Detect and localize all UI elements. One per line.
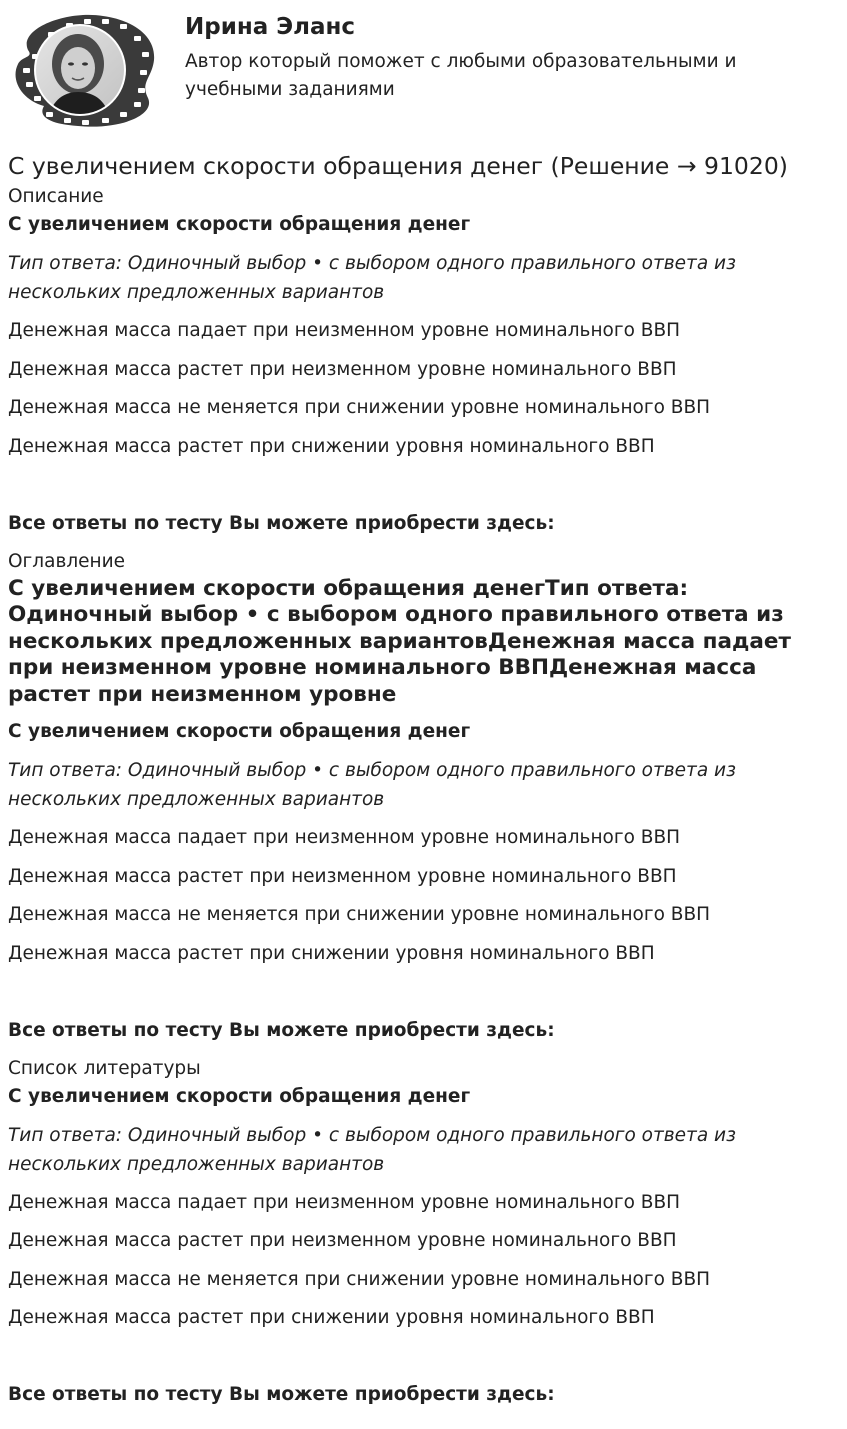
page-title: С увеличением скорости обращения денег (Решение → 91020): [8, 152, 788, 180]
author-name[interactable]: Ирина Эланс: [185, 14, 356, 40]
author-info: [185, 8, 805, 104]
answer-option: Денежная масса падает при неизменном уровне номинального ВВП: [8, 827, 681, 848]
buy-answers-note[interactable]: Все ответы по тесту Вы можете приобрести здесь:: [8, 1384, 555, 1405]
answer-type: Тип ответа: Одиночный выбор • с выбором одного правильного ответа из нескольких предложенных вариантов: [8, 1124, 736, 1175]
answer-option: Денежная масса не меняется при снижении уровне номинального ВВП: [8, 904, 711, 925]
question-title: С увеличением скорости обращения денег: [8, 721, 471, 742]
answer-option: Денежная масса падает при неизменном уровне номинального ВВП: [8, 320, 681, 341]
answer-option: Денежная масса падает при неизменном уровне номинального ВВП: [8, 1191, 681, 1213]
section-label-literature: Список литературы: [8, 1057, 201, 1079]
question-title: С увеличением скорости обращения денег: [8, 1085, 471, 1107]
answer-option: Денежная масса растет при снижении уровня номинального ВВП: [8, 1307, 655, 1328]
answer-option: Денежная масса растет при неизменном уровне номинального ВВП: [8, 1230, 677, 1251]
answer-option: Денежная масса растет при неизменном уровне номинального ВВП: [8, 358, 677, 380]
answer-option: Денежная масса не меняется при снижении уровне номинального ВВП: [8, 397, 711, 418]
answer-option: Денежная масса не меняется при снижении уровне номинального ВВП: [8, 1268, 711, 1290]
answer-type: Тип ответа: Одиночный выбор • с выбором одного правильного ответа из нескольких предложенных вариантов: [8, 253, 736, 303]
answer-option: Денежная масса растет при снижении уровня номинального ВВП: [8, 435, 655, 457]
author-card: [8, 8, 839, 132]
author-description: Автор который поможет с любыми образовательными и учебными заданиями: [185, 51, 737, 100]
author-avatar: [8, 8, 158, 132]
literature-section: [8, 1055, 839, 1410]
answer-option: Денежная масса растет при снижении уровня номинального ВВП: [8, 942, 655, 964]
section-label-description: Описание: [8, 186, 104, 207]
buy-answers-note[interactable]: Все ответы по тесту Вы можете приобрести здесь:: [8, 512, 555, 534]
description-section: [8, 183, 839, 538]
section-label-toc: Оглавление: [8, 550, 126, 572]
answer-type: Тип ответа: Одиночный выбор • с выбором одного правильного ответа из нескольких предложенных вариантов: [8, 760, 736, 810]
toc-section: [8, 548, 839, 1045]
buy-answers-note[interactable]: Все ответы по тесту Вы можете приобрести здесь:: [8, 1019, 555, 1041]
question-title: С увеличением скорости обращения денег: [8, 214, 471, 235]
toc-heading: С увеличением скорости обращения денегТип ответа: Одиночный выбор • с выбором одного правильного ответа из нескольких предложенных вариантовДенежная масса падает при неизменном уровне номинального ВВПДенежная масса растет при неизменном уровне: [8, 575, 791, 707]
answer-option: Денежная масса растет при неизменном уровне номинального ВВП: [8, 865, 677, 887]
